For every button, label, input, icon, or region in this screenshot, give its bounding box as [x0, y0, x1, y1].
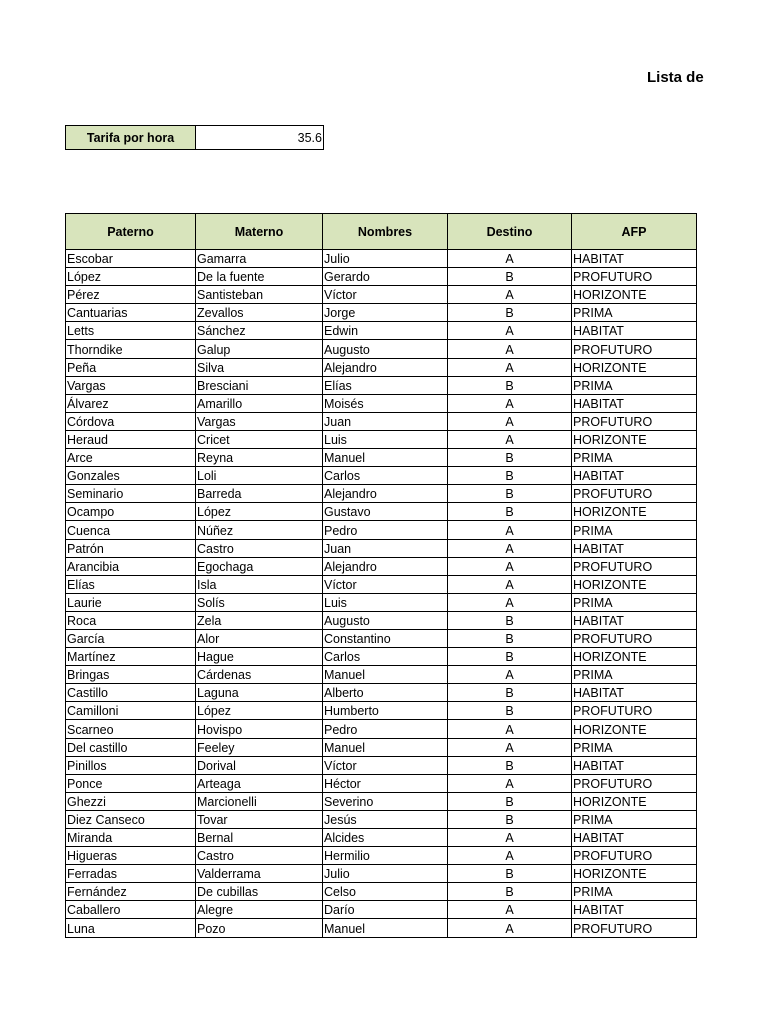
cell-paterno[interactable]: Cuenca: [66, 521, 196, 539]
cell-paterno[interactable]: Thorndike: [66, 340, 196, 358]
cell-destino[interactable]: B: [448, 503, 572, 521]
cell-materno[interactable]: Solís: [196, 593, 323, 611]
cell-materno[interactable]: Reyna: [196, 449, 323, 467]
cell-destino[interactable]: A: [448, 575, 572, 593]
cell-afp[interactable]: PROFUTURO: [572, 702, 697, 720]
table-row: [66, 829, 697, 847]
cell-paterno[interactable]: Pinillos: [66, 756, 196, 774]
cell-materno[interactable]: Gamarra: [196, 250, 323, 268]
cell-nombres[interactable]: Darío: [323, 901, 448, 919]
cell-destino[interactable]: A: [448, 720, 572, 738]
cell-materno[interactable]: Silva: [196, 358, 323, 376]
table-row: [66, 865, 697, 883]
cell-materno[interactable]: Isla: [196, 575, 323, 593]
cell-nombres[interactable]: Julio: [323, 250, 448, 268]
table-header-row: [66, 214, 697, 250]
cell-paterno[interactable]: Castillo: [66, 684, 196, 702]
table-row: [66, 394, 697, 412]
rate-value[interactable]: 35.6: [196, 126, 324, 150]
table-row: [66, 521, 697, 539]
cell-paterno[interactable]: Bringas: [66, 666, 196, 684]
cell-afp[interactable]: PRIMA: [572, 738, 697, 756]
cell-destino[interactable]: B: [448, 648, 572, 666]
cell-afp[interactable]: HABITAT: [572, 394, 697, 412]
cell-paterno[interactable]: Miranda: [66, 829, 196, 847]
table-row: [66, 684, 697, 702]
cell-destino[interactable]: B: [448, 376, 572, 394]
cell-nombres[interactable]: Juan: [323, 539, 448, 557]
cell-nombres[interactable]: Alcides: [323, 829, 448, 847]
cell-destino[interactable]: A: [448, 593, 572, 611]
cell-nombres[interactable]: Manuel: [323, 738, 448, 756]
cell-afp[interactable]: PRIMA: [572, 521, 697, 539]
cell-afp[interactable]: PROFUTURO: [572, 268, 697, 286]
cell-afp[interactable]: PRIMA: [572, 666, 697, 684]
cell-paterno[interactable]: Scarneo: [66, 720, 196, 738]
cell-materno[interactable]: Laguna: [196, 684, 323, 702]
cell-afp[interactable]: PROFUTURO: [572, 412, 697, 430]
cell-nombres[interactable]: Gerardo: [323, 268, 448, 286]
cell-nombres[interactable]: Moisés: [323, 394, 448, 412]
cell-paterno[interactable]: Gonzales: [66, 467, 196, 485]
cell-materno[interactable]: Zevallos: [196, 304, 323, 322]
rate-table: [65, 125, 324, 150]
cell-afp[interactable]: PRIMA: [572, 883, 697, 901]
cell-destino[interactable]: B: [448, 449, 572, 467]
table-row: [66, 901, 697, 919]
cell-destino[interactable]: B: [448, 304, 572, 322]
cell-materno[interactable]: De cubillas: [196, 883, 323, 901]
cell-paterno[interactable]: Laurie: [66, 593, 196, 611]
table-row: [66, 756, 697, 774]
cell-nombres[interactable]: Hermilio: [323, 847, 448, 865]
table-row: [66, 593, 697, 611]
cell-afp[interactable]: HORIZONTE: [572, 503, 697, 521]
cell-paterno[interactable]: Ocampo: [66, 503, 196, 521]
cell-afp[interactable]: HABITAT: [572, 322, 697, 340]
cell-paterno[interactable]: Ghezzi: [66, 792, 196, 810]
cell-paterno[interactable]: Caballero: [66, 901, 196, 919]
table-row: [66, 485, 697, 503]
cell-nombres[interactable]: Julio: [323, 865, 448, 883]
employee-table: [65, 213, 697, 938]
cell-materno[interactable]: Bresciani: [196, 376, 323, 394]
table-row: [66, 847, 697, 865]
cell-destino[interactable]: B: [448, 467, 572, 485]
cell-afp[interactable]: PROFUTURO: [572, 919, 697, 937]
cell-nombres[interactable]: Luis: [323, 593, 448, 611]
cell-paterno[interactable]: Heraud: [66, 430, 196, 448]
cell-materno[interactable]: Loli: [196, 467, 323, 485]
cell-nombres[interactable]: Víctor: [323, 756, 448, 774]
cell-destino[interactable]: A: [448, 901, 572, 919]
cell-paterno[interactable]: Diez Canseco: [66, 810, 196, 828]
cell-destino[interactable]: B: [448, 268, 572, 286]
table-row: [66, 286, 697, 304]
cell-paterno[interactable]: Fernández: [66, 883, 196, 901]
cell-paterno[interactable]: Del castillo: [66, 738, 196, 756]
column-header-materno[interactable]: Materno: [196, 214, 323, 250]
cell-destino[interactable]: B: [448, 792, 572, 810]
cell-nombres[interactable]: Manuel: [323, 449, 448, 467]
cell-destino[interactable]: A: [448, 250, 572, 268]
table-row: [66, 611, 697, 629]
cell-destino[interactable]: A: [448, 557, 572, 575]
cell-afp[interactable]: HORIZONTE: [572, 358, 697, 376]
column-header-paterno[interactable]: Paterno: [66, 214, 196, 250]
cell-materno[interactable]: Feeley: [196, 738, 323, 756]
cell-nombres[interactable]: Alejandro: [323, 485, 448, 503]
cell-nombres[interactable]: Héctor: [323, 774, 448, 792]
cell-afp[interactable]: HABITAT: [572, 756, 697, 774]
cell-nombres[interactable]: Augusto: [323, 340, 448, 358]
table-row: [66, 792, 697, 810]
cell-afp[interactable]: PROFUTURO: [572, 774, 697, 792]
cell-afp[interactable]: HORIZONTE: [572, 575, 697, 593]
cell-paterno[interactable]: Cantuarias: [66, 304, 196, 322]
cell-afp[interactable]: HABITAT: [572, 611, 697, 629]
cell-nombres[interactable]: Augusto: [323, 611, 448, 629]
cell-afp[interactable]: PRIMA: [572, 593, 697, 611]
cell-paterno[interactable]: Seminario: [66, 485, 196, 503]
cell-destino[interactable]: A: [448, 539, 572, 557]
table-row: [66, 539, 697, 557]
cell-afp[interactable]: HORIZONTE: [572, 865, 697, 883]
cell-paterno[interactable]: Ponce: [66, 774, 196, 792]
cell-nombres[interactable]: Manuel: [323, 666, 448, 684]
table-row: [66, 883, 697, 901]
cell-nombres[interactable]: Edwin: [323, 322, 448, 340]
table-row: [66, 304, 697, 322]
cell-paterno[interactable]: Pérez: [66, 286, 196, 304]
cell-nombres[interactable]: Alberto: [323, 684, 448, 702]
table-row: [66, 629, 697, 647]
table-row: [66, 430, 697, 448]
cell-paterno[interactable]: Arancibia: [66, 557, 196, 575]
cell-materno[interactable]: Valderrama: [196, 865, 323, 883]
cell-destino[interactable]: A: [448, 829, 572, 847]
cell-materno[interactable]: Arteaga: [196, 774, 323, 792]
cell-nombres[interactable]: Alejandro: [323, 557, 448, 575]
cell-nombres[interactable]: Severino: [323, 792, 448, 810]
cell-destino[interactable]: B: [448, 883, 572, 901]
column-header-destino[interactable]: Destino: [448, 214, 572, 250]
table-row: [66, 810, 697, 828]
cell-materno[interactable]: López: [196, 702, 323, 720]
cell-destino[interactable]: B: [448, 629, 572, 647]
cell-nombres[interactable]: Constantino: [323, 629, 448, 647]
cell-materno[interactable]: Santisteban: [196, 286, 323, 304]
cell-nombres[interactable]: Juan: [323, 412, 448, 430]
cell-destino[interactable]: A: [448, 340, 572, 358]
cell-afp[interactable]: PROFUTURO: [572, 485, 697, 503]
cell-afp[interactable]: HABITAT: [572, 467, 697, 485]
cell-paterno[interactable]: Luna: [66, 919, 196, 937]
cell-paterno[interactable]: Letts: [66, 322, 196, 340]
table-row: [66, 340, 697, 358]
cell-materno[interactable]: Alor: [196, 629, 323, 647]
table-row: [66, 774, 697, 792]
table-body: [66, 250, 697, 938]
cell-destino[interactable]: B: [448, 611, 572, 629]
cell-paterno[interactable]: Elías: [66, 575, 196, 593]
cell-afp[interactable]: PROFUTURO: [572, 847, 697, 865]
cell-destino[interactable]: B: [448, 810, 572, 828]
cell-paterno[interactable]: Córdova: [66, 412, 196, 430]
cell-paterno[interactable]: Martínez: [66, 648, 196, 666]
cell-materno[interactable]: Vargas: [196, 412, 323, 430]
cell-materno[interactable]: Hague: [196, 648, 323, 666]
cell-materno[interactable]: De la fuente: [196, 268, 323, 286]
table-row: [66, 503, 697, 521]
table-row: [66, 720, 697, 738]
cell-destino[interactable]: A: [448, 774, 572, 792]
table-row: [66, 575, 697, 593]
cell-destino[interactable]: B: [448, 684, 572, 702]
cell-materno[interactable]: Cárdenas: [196, 666, 323, 684]
cell-afp[interactable]: HABITAT: [572, 250, 697, 268]
cell-nombres[interactable]: Manuel: [323, 919, 448, 937]
cell-destino[interactable]: A: [448, 666, 572, 684]
cell-paterno[interactable]: Peña: [66, 358, 196, 376]
cell-materno[interactable]: Bernal: [196, 829, 323, 847]
table-row: [66, 467, 697, 485]
cell-paterno[interactable]: García: [66, 629, 196, 647]
table-row: [66, 322, 697, 340]
cell-nombres[interactable]: Carlos: [323, 467, 448, 485]
table-row: [66, 449, 697, 467]
cell-paterno[interactable]: López: [66, 268, 196, 286]
cell-afp[interactable]: HABITAT: [572, 539, 697, 557]
cell-paterno[interactable]: Vargas: [66, 376, 196, 394]
cell-afp[interactable]: HABITAT: [572, 829, 697, 847]
cell-destino[interactable]: A: [448, 738, 572, 756]
rate-row: [66, 126, 324, 150]
table-row: [66, 268, 697, 286]
cell-paterno[interactable]: Patrón: [66, 539, 196, 557]
cell-afp[interactable]: HABITAT: [572, 901, 697, 919]
cell-destino[interactable]: B: [448, 756, 572, 774]
cell-paterno[interactable]: Higueras: [66, 847, 196, 865]
cell-materno[interactable]: Zela: [196, 611, 323, 629]
cell-materno[interactable]: Barreda: [196, 485, 323, 503]
table-row: [66, 666, 697, 684]
cell-destino[interactable]: A: [448, 521, 572, 539]
cell-destino[interactable]: A: [448, 358, 572, 376]
cell-nombres[interactable]: Elías: [323, 376, 448, 394]
cell-paterno[interactable]: Roca: [66, 611, 196, 629]
table-row: [66, 557, 697, 575]
cell-destino[interactable]: A: [448, 394, 572, 412]
cell-destino[interactable]: A: [448, 430, 572, 448]
cell-afp[interactable]: PRIMA: [572, 449, 697, 467]
cell-materno[interactable]: Tovar: [196, 810, 323, 828]
cell-nombres[interactable]: Humberto: [323, 702, 448, 720]
cell-materno[interactable]: Hovispo: [196, 720, 323, 738]
cell-afp[interactable]: HORIZONTE: [572, 430, 697, 448]
cell-nombres[interactable]: Alejandro: [323, 358, 448, 376]
cell-materno[interactable]: Cricet: [196, 430, 323, 448]
table-row: [66, 376, 697, 394]
cell-nombres[interactable]: Celso: [323, 883, 448, 901]
cell-paterno[interactable]: Arce: [66, 449, 196, 467]
cell-nombres[interactable]: Jesús: [323, 810, 448, 828]
cell-paterno[interactable]: Camilloni: [66, 702, 196, 720]
cell-materno[interactable]: Marcionelli: [196, 792, 323, 810]
cell-materno[interactable]: Sánchez: [196, 322, 323, 340]
cell-materno[interactable]: Amarillo: [196, 394, 323, 412]
cell-materno[interactable]: Alegre: [196, 901, 323, 919]
cell-destino[interactable]: B: [448, 865, 572, 883]
table-row: [66, 358, 697, 376]
cell-nombres[interactable]: Carlos: [323, 648, 448, 666]
cell-nombres[interactable]: Luis: [323, 430, 448, 448]
column-header-nombres[interactable]: Nombres: [323, 214, 448, 250]
cell-destino[interactable]: B: [448, 485, 572, 503]
cell-materno[interactable]: Dorival: [196, 756, 323, 774]
cell-paterno[interactable]: Ferradas: [66, 865, 196, 883]
cell-nombres[interactable]: Víctor: [323, 286, 448, 304]
cell-afp[interactable]: HABITAT: [572, 684, 697, 702]
cell-nombres[interactable]: Gustavo: [323, 503, 448, 521]
cell-destino[interactable]: A: [448, 322, 572, 340]
table-row: [66, 738, 697, 756]
cell-destino[interactable]: A: [448, 919, 572, 937]
cell-materno[interactable]: Castro: [196, 539, 323, 557]
cell-materno[interactable]: Egochaga: [196, 557, 323, 575]
cell-afp[interactable]: HORIZONTE: [572, 286, 697, 304]
cell-nombres[interactable]: Pedro: [323, 521, 448, 539]
cell-destino[interactable]: A: [448, 286, 572, 304]
page-title: Lista de: [647, 69, 704, 86]
cell-materno[interactable]: Castro: [196, 847, 323, 865]
cell-afp[interactable]: PROFUTURO: [572, 629, 697, 647]
cell-afp[interactable]: PROFUTURO: [572, 557, 697, 575]
cell-materno[interactable]: Galup: [196, 340, 323, 358]
column-header-afp[interactable]: AFP: [572, 214, 697, 250]
cell-materno[interactable]: López: [196, 503, 323, 521]
table-row: [66, 412, 697, 430]
cell-afp[interactable]: HORIZONTE: [572, 648, 697, 666]
cell-nombres[interactable]: Pedro: [323, 720, 448, 738]
cell-paterno[interactable]: Álvarez: [66, 394, 196, 412]
table-row: [66, 648, 697, 666]
cell-nombres[interactable]: Jorge: [323, 304, 448, 322]
table-row: [66, 919, 697, 937]
table-row: [66, 250, 697, 268]
cell-destino[interactable]: A: [448, 847, 572, 865]
cell-afp[interactable]: PRIMA: [572, 376, 697, 394]
cell-afp[interactable]: HORIZONTE: [572, 792, 697, 810]
table-row: [66, 702, 697, 720]
cell-nombres[interactable]: Víctor: [323, 575, 448, 593]
cell-materno[interactable]: Núñez: [196, 521, 323, 539]
cell-afp[interactable]: PRIMA: [572, 810, 697, 828]
cell-destino[interactable]: A: [448, 412, 572, 430]
cell-afp[interactable]: PROFUTURO: [572, 340, 697, 358]
rate-label: Tarifa por hora: [66, 126, 196, 150]
cell-materno[interactable]: Pozo: [196, 919, 323, 937]
cell-afp[interactable]: PRIMA: [572, 304, 697, 322]
cell-paterno[interactable]: Escobar: [66, 250, 196, 268]
cell-destino[interactable]: B: [448, 702, 572, 720]
cell-afp[interactable]: HORIZONTE: [572, 720, 697, 738]
